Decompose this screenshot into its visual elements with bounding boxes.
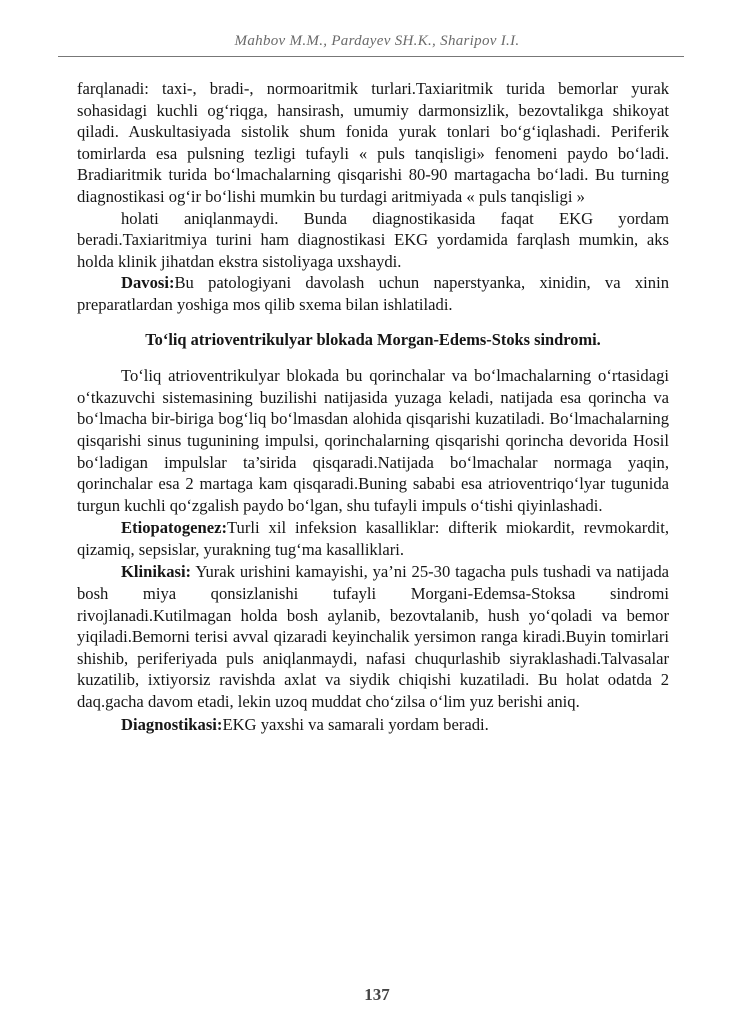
paragraph-arrhythmia-types: farqlanadi: taxi-, bradi-, normoaritmik turlari.Taxiaritmik turida bemorlar yurak sohasidagi kuchli og‘riqga, hansirash, umumiy darmonsizlik, bezovtalikga shikoyat qiladi. Auskultasiyada sistolik shum fonida yurak tonlari bo‘g‘iqlashadi. Periferik tomirlarda esa pulsning tezligi tufayli « puls tanqisligi» fenomeni paydo bo‘ladi. Bradiaritmik turida bo‘lmachalarning qisqarishi 80-90 martagacha bo‘ladi. Bu turning diagnostikasi og‘ir bo‘lishi mumkin bu turdagi aritmiyada « puls tanqisligi » xyxy=(77,79,669,206)
paragraph-av-block-definition: To‘liq atrioventrikulyar blokada bu qorinchalar va bo‘lmachalarning o‘rtasidagi o‘tkazuvchi sistemasining buzilishi natijasida yuzaga keladi, natijada esa qorincha va bo‘lmacha bir-biriga bog‘liq bo‘lmasdan alohida qisqarishi kuzatiladi. Bo‘lmachalarning qisqarishi sinus tugunining impulsi, qorinchalarning qisqarishi qorincha devorida Hosil bo‘ladigan impulslar ta’sirida qisqaradi.Natijada bo‘lmachalar normaga yaqin, qorinchalar esa 2 martaga kam qisqaradi.Buning sababi esa atrioventriqo‘lyar tugunida turgun kuchli qo‘zgalish paydo bo‘lgan, shu tufayli impuls o‘tishi qiyinlashadi. xyxy=(77,366,669,515)
paragraph-diagnosis-ekg: holati aniqlanmaydi. Bunda diagnostikasida faqat EKG yordam beradi.Taxiaritmiya turini ham diagnostikasi EKG yordamida farqlash mumkin, aks holda klinik jihatdan ekstra sistoliyaga uxshaydi. xyxy=(77,208,669,271)
page-number: 137 xyxy=(364,985,390,1004)
etiopathogenesis-label: Etiopatogenez: xyxy=(121,518,227,538)
paragraph-clinical-signs xyxy=(77,561,669,712)
paragraph-etiopathogenesis xyxy=(77,517,669,560)
clinical-text: Yurak urishini kamayishi, ya’ni 25-30 tagacha puls tushadi va natijada bosh miya qonsizlanishi tufayli Morgani-Edemsa-Stoksa sindromi rivojlanadi.Kutilmagan holda bosh aylanib, bezovtalanib, hush yo‘qoladi va bemor yiqiladi.Bemorni terisi avval qizaradi keyinchalik yersimon ranga kiradi.Buyin tomirlari shishib, periferiyada puls aniqlanmaydi, nafasi chuqurlashib siyraklashadi.Talvasalar kuzatilib, ixtiyorsiz ravishda axlat va siydik chiqishi kuzatiladi. Bu holat odatda 2 daq.gacha davom etadi, lekin uzoq muddat cho‘zilsa o‘lim yuz berishi aniq. xyxy=(77,562,669,712)
diagnostics-text: EKG yaxshi va samarali yordam beradi. xyxy=(222,714,489,734)
etiopathogenesis-text: Turli xil infeksion kasalliklar: difterik miokardit, revmokardit, qizamiq, sepsislar, yurakning tug‘ma kasalliklari. xyxy=(77,518,669,559)
diagnostics-label: Diagnostikasi: xyxy=(121,714,223,734)
treatment-text: Bu patologiyani davolash uchun naperstyanka, xinidin, va xinin preparatlardan yoshiga mos qilib sxema bilan ishlatiladi. xyxy=(77,273,669,314)
running-header-authors: Mahbov M.M., Pardayev SH.K., Sharipov I.I. xyxy=(234,33,520,49)
clinical-label: Klinikasi: xyxy=(121,562,192,582)
treatment-label: Davosi: xyxy=(121,273,175,293)
section-heading: To‘liq atrioventrikulyar blokada Morgan-Edems-Stoks sindromi. xyxy=(145,329,601,349)
page-body xyxy=(77,78,669,735)
paragraph-diagnostics xyxy=(77,714,669,736)
header-divider xyxy=(58,56,684,57)
paragraph-treatment xyxy=(77,272,669,315)
